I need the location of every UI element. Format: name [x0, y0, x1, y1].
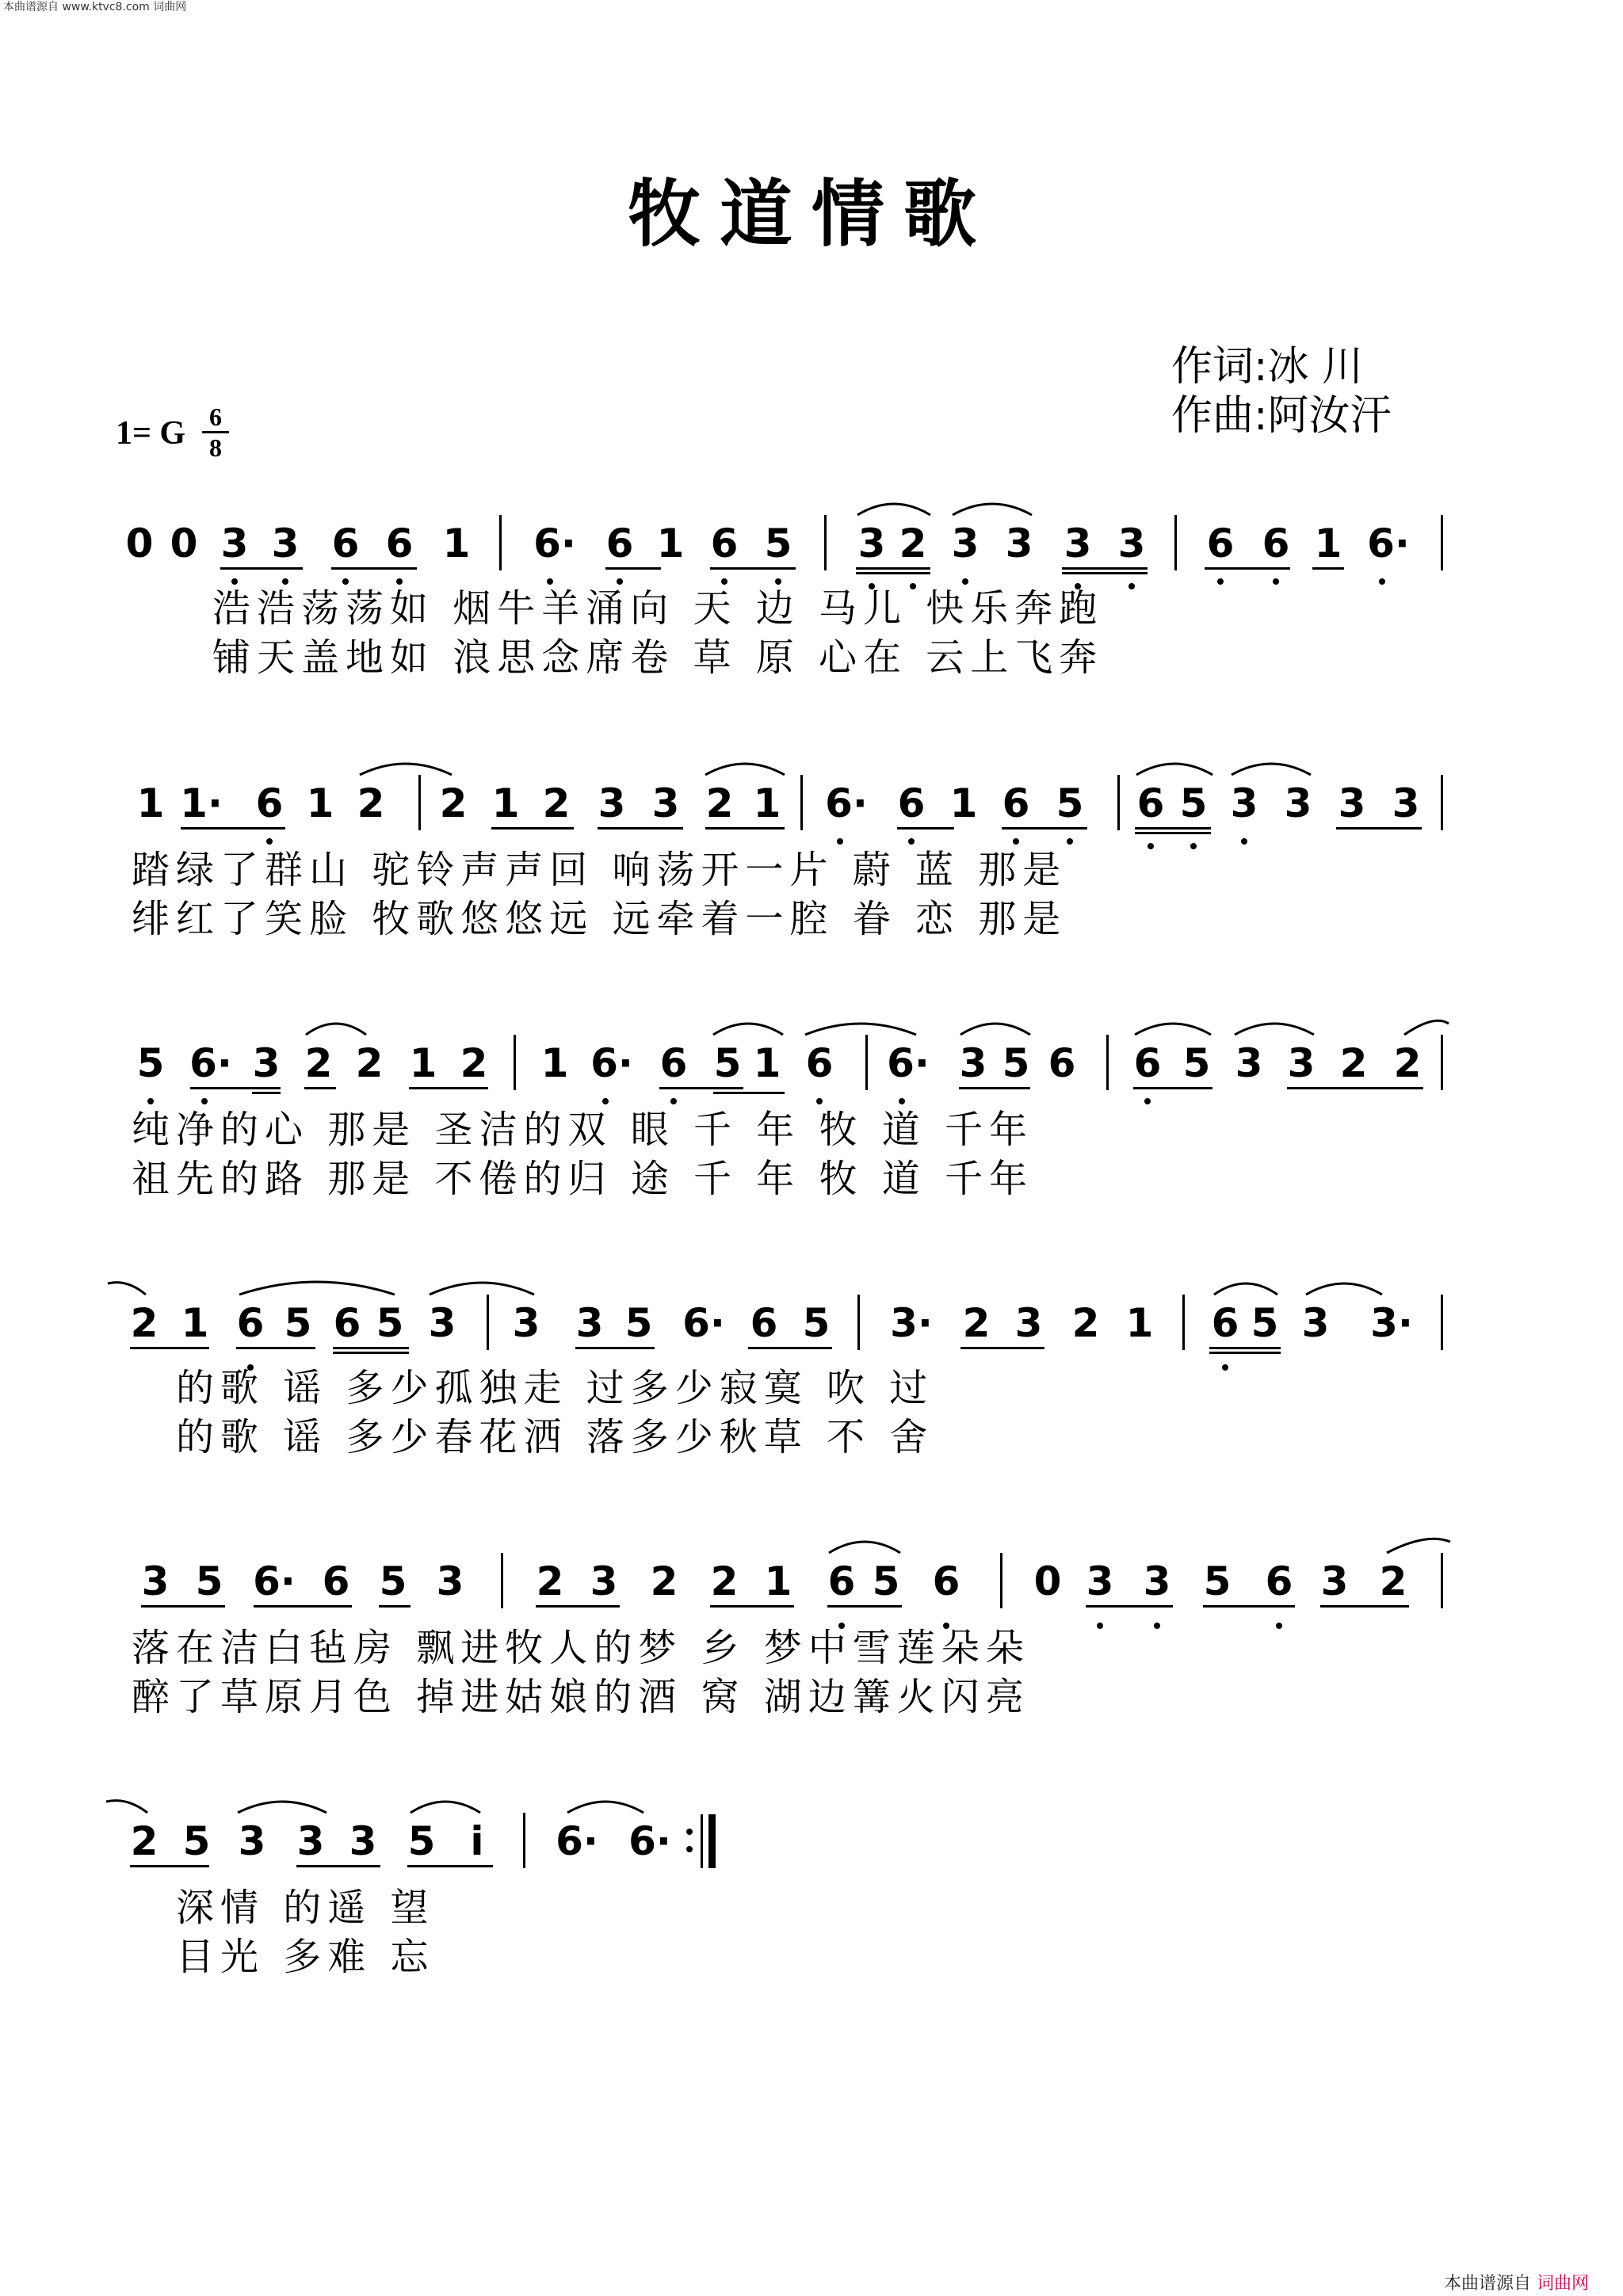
note: 6	[932, 1558, 960, 1604]
beam-underline	[705, 827, 785, 830]
octave-dot	[266, 838, 273, 845]
slur	[1403, 1017, 1450, 1036]
slur	[238, 1277, 396, 1296]
beam-underline	[1209, 1347, 1281, 1349]
beam-underline	[710, 567, 796, 570]
octave-dot	[1097, 1623, 1103, 1629]
note: 3	[1014, 1300, 1043, 1346]
beam-underline	[333, 1347, 409, 1349]
note: 3	[512, 1300, 540, 1346]
lyric-line-2: 目光 多难 忘	[176, 1935, 435, 1979]
lyricist-credit: 作词:冰 川	[1171, 343, 1364, 391]
barline	[499, 515, 502, 570]
note: 2	[710, 1558, 739, 1604]
note: 6	[322, 1558, 350, 1604]
note: 2	[542, 780, 571, 826]
note: 1·	[180, 780, 223, 826]
note: 1	[753, 780, 781, 826]
note: 2	[357, 780, 385, 826]
lyric-line-2: 绯红了笑脸 牧歌悠悠远 远牵着一腔 眷 恋 那是	[132, 897, 1067, 941]
note: 3	[436, 1558, 464, 1604]
song-title: 牧道情歌	[627, 171, 995, 257]
beam-underline	[1312, 567, 1344, 570]
note: 2	[439, 780, 468, 826]
note: 6	[1262, 521, 1290, 566]
key-signature: 1= G	[116, 415, 186, 452]
note: 3	[590, 1558, 618, 1604]
time-signature	[202, 404, 229, 460]
note: 3	[651, 780, 680, 826]
barline	[1441, 1553, 1443, 1608]
slur	[1385, 1535, 1452, 1554]
note: 6	[236, 1300, 265, 1346]
barline	[800, 775, 803, 830]
octave-dot	[147, 1098, 154, 1104]
note: 6	[1136, 780, 1165, 826]
beam-underline	[598, 827, 683, 830]
note: 6·	[590, 1040, 633, 1086]
beam-underline	[220, 567, 303, 570]
slur	[1304, 1277, 1384, 1296]
note: 3	[296, 1818, 325, 1864]
beam-underline	[713, 1092, 785, 1094]
note: 3	[141, 1558, 170, 1604]
slur	[827, 1535, 902, 1554]
octave-dot	[1154, 1623, 1160, 1629]
note: 6	[1048, 1040, 1076, 1086]
note: 6	[1265, 1558, 1293, 1604]
barline	[824, 515, 827, 570]
octave-dot	[1273, 578, 1279, 585]
barline	[501, 1553, 503, 1608]
note: 1	[656, 521, 685, 566]
note: 6	[1002, 780, 1030, 826]
beam-underline	[856, 572, 930, 574]
beam-underline	[1209, 1352, 1281, 1354]
beam-underline	[897, 827, 954, 830]
barline	[865, 1035, 868, 1090]
note: 3	[271, 521, 300, 566]
note: 3	[1143, 1558, 1171, 1604]
octave-dot	[1067, 838, 1073, 845]
beam-underline	[1086, 1605, 1173, 1608]
note: 5	[195, 1558, 223, 1604]
barline	[1106, 1035, 1109, 1090]
note: 1	[442, 521, 471, 566]
barline	[1117, 775, 1120, 830]
note: 3	[1064, 521, 1092, 566]
note: 5	[182, 1818, 211, 1864]
lyric-line-1: 的歌 谣 多少孤独走 过多少寂寞 吹 过	[176, 1366, 934, 1410]
note: 6	[331, 521, 360, 566]
note: 3	[252, 1040, 281, 1086]
note: 3	[1230, 780, 1258, 826]
beam-underline	[1062, 572, 1148, 574]
note: 3	[1117, 521, 1146, 566]
note: 1	[949, 780, 978, 826]
slur	[804, 1017, 918, 1036]
octave-dot	[342, 578, 349, 585]
note: 5	[713, 1040, 742, 1086]
note: 2	[1071, 1300, 1100, 1346]
beam-underline	[1320, 1605, 1409, 1608]
octave-dot	[201, 1098, 208, 1104]
lyric-line-1: 深情 的遥 望	[176, 1886, 435, 1930]
barline	[1000, 1553, 1002, 1608]
lyric-line-1: 落在洁白毡房 飘进牧人的梦 乡 梦中雪莲朵朵	[132, 1626, 1030, 1670]
note: 3	[959, 1040, 987, 1086]
slur	[1135, 757, 1214, 776]
bottom-watermark-site: 词曲网	[1537, 2274, 1590, 2294]
note: 6	[333, 1300, 361, 1346]
beam-underline	[1133, 1087, 1212, 1089]
octave-dot	[837, 838, 843, 845]
note: 2	[1393, 1040, 1422, 1086]
note: 5	[1056, 780, 1084, 826]
beam-underline	[1002, 827, 1087, 830]
note: 3	[598, 780, 626, 826]
slur	[1233, 1017, 1316, 1036]
slur	[566, 1795, 645, 1814]
slur	[105, 1795, 149, 1814]
octave-dot	[670, 1098, 677, 1104]
note: 3	[1235, 1040, 1263, 1086]
beam-underline	[827, 1605, 902, 1608]
beam-underline	[252, 1092, 281, 1094]
slur	[1133, 1017, 1212, 1036]
slur	[358, 757, 453, 776]
note: 1	[1125, 1300, 1154, 1346]
note: 5	[1203, 1558, 1232, 1604]
beam-underline	[190, 1087, 281, 1089]
beam-underline	[333, 1352, 409, 1354]
octave-dot	[396, 578, 403, 585]
octave-dot	[962, 578, 968, 585]
barline	[1174, 515, 1177, 570]
lyric-line-2: 醉了草原月色 掉进姑娘的酒 窝 湖边篝火闪亮	[132, 1675, 1030, 1719]
beam-underline	[1205, 567, 1290, 570]
note: 5	[1179, 780, 1208, 826]
octave-dot	[1144, 1098, 1151, 1104]
note: 5	[764, 521, 792, 566]
barline	[1441, 775, 1443, 830]
barline	[523, 1813, 525, 1868]
note: 0	[125, 521, 154, 566]
note: 3	[1005, 521, 1033, 566]
octave-dot	[547, 578, 553, 585]
note: 3·	[890, 1300, 933, 1346]
beam-underline	[296, 1865, 380, 1867]
beam-underline	[407, 1865, 493, 1867]
beam-underline	[659, 1087, 743, 1089]
beam-underline	[710, 1605, 794, 1608]
note: 2	[304, 1040, 333, 1086]
note: 6	[827, 1558, 856, 1604]
bottom-watermark-source: 本曲谱源自	[1444, 2274, 1532, 2294]
note: 6	[605, 521, 634, 566]
beam-underline	[254, 1605, 352, 1608]
note: 6	[1211, 1300, 1239, 1346]
note: 2	[1339, 1040, 1368, 1086]
slur	[1230, 757, 1312, 776]
octave-dot	[1013, 838, 1019, 845]
beam-underline	[379, 1605, 411, 1608]
lyric-line-2: 祖先的路 那是 不倦的归 途 千 年 牧 道 千年	[132, 1157, 1034, 1201]
octave-dot	[1241, 838, 1247, 845]
note: 3	[575, 1300, 604, 1346]
beam-underline	[236, 1347, 315, 1349]
end-repeat-barline	[682, 1811, 723, 1871]
beam-underline	[605, 567, 661, 570]
barline	[487, 1295, 489, 1350]
note: 2	[460, 1040, 488, 1086]
octave-dot	[721, 578, 727, 585]
octave-dot	[899, 1098, 905, 1104]
note: 5	[379, 1558, 407, 1604]
note: 2	[705, 780, 734, 826]
top-watermark: 本曲谱源自 www.ktvc8.com 词曲网	[3, 1, 187, 13]
note: 0	[1033, 1558, 1062, 1604]
beam-underline	[491, 827, 574, 830]
note: 2	[962, 1300, 991, 1346]
slur	[409, 1795, 482, 1814]
note: 5	[1182, 1040, 1211, 1086]
note: 6	[710, 521, 739, 566]
octave-dot	[231, 578, 238, 585]
note: 6·	[887, 1040, 930, 1086]
note: 3	[1301, 1300, 1330, 1346]
beam-underline	[1135, 827, 1211, 830]
note: 3	[857, 521, 886, 566]
note: 1	[306, 780, 334, 826]
barline	[1441, 1295, 1443, 1350]
note: 3	[1320, 1558, 1349, 1604]
slur	[712, 1017, 785, 1036]
note: 2	[355, 1040, 384, 1086]
barline	[418, 775, 421, 830]
note: 6·	[825, 780, 868, 826]
barline	[1441, 515, 1443, 570]
octave-dot	[602, 1098, 609, 1104]
note: 3	[1392, 780, 1420, 826]
lyric-line-1: 浩浩荡荡如 烟牛羊涌向 天 边 马儿 快乐奔跑	[212, 586, 1104, 631]
note: 5	[872, 1558, 900, 1604]
note: 5	[1002, 1040, 1030, 1086]
slur	[856, 498, 932, 517]
beam-underline	[536, 1605, 620, 1608]
note: 1	[181, 1300, 209, 1346]
beam-underline	[748, 1347, 832, 1349]
note: 2	[130, 1300, 158, 1346]
note: 6·	[1367, 521, 1410, 566]
note: 6	[1133, 1040, 1162, 1086]
composer-credit: 作曲:阿汝汗	[1171, 392, 1392, 440]
beam-underline	[575, 1347, 655, 1349]
note: 6·	[628, 1818, 671, 1864]
note: 1	[136, 780, 165, 826]
octave-dot	[1128, 583, 1135, 589]
note: 3	[951, 521, 980, 566]
note: 6·	[253, 1558, 296, 1604]
note: 6·	[682, 1300, 725, 1346]
beam-underline	[960, 1347, 1044, 1349]
octave-dot	[1148, 843, 1154, 849]
bottom-watermark	[1444, 2274, 1589, 2294]
slur	[106, 1277, 147, 1296]
note: 6	[897, 780, 926, 826]
note: 3	[238, 1818, 266, 1864]
note: 6·	[533, 521, 576, 566]
beam-underline	[1203, 1605, 1295, 1608]
barline	[1441, 1035, 1443, 1090]
note: 6·	[189, 1040, 232, 1086]
note: 6	[659, 1040, 688, 1086]
octave-dot	[282, 578, 288, 585]
note: 3·	[1370, 1300, 1413, 1346]
note: 5	[1251, 1300, 1279, 1346]
note: 5	[624, 1300, 653, 1346]
note: 2	[130, 1818, 158, 1864]
beam-underline	[1287, 1087, 1423, 1089]
octave-dot	[1217, 578, 1224, 585]
note: 2	[899, 521, 927, 566]
beam-underline	[1336, 827, 1422, 830]
octave-dot	[1190, 843, 1197, 849]
beam-underline	[130, 1865, 209, 1867]
note: 3	[220, 521, 249, 566]
barline	[1182, 1295, 1185, 1350]
note: 6·	[556, 1818, 598, 1864]
slur	[1212, 1277, 1279, 1296]
slur	[951, 498, 1033, 517]
note: 5	[376, 1300, 404, 1346]
note: 1	[540, 1040, 569, 1086]
note: 6	[750, 1300, 778, 1346]
beam-underline	[181, 827, 285, 830]
octave-dot	[1222, 1364, 1228, 1371]
note: 5	[407, 1818, 436, 1864]
note: 3	[428, 1300, 456, 1346]
octave-dot	[908, 838, 915, 845]
note: 3	[1287, 1040, 1316, 1086]
slur	[236, 1795, 328, 1814]
note: 5	[802, 1300, 831, 1346]
note: 5	[136, 1040, 165, 1086]
note: 1	[753, 1040, 781, 1086]
beam-underline	[331, 567, 417, 570]
beam-underline	[1062, 567, 1148, 570]
note: i	[470, 1818, 484, 1864]
octave-dot	[816, 1098, 823, 1104]
beam-underline	[959, 1087, 1030, 1089]
slur	[959, 1017, 1032, 1036]
note: 1	[1314, 521, 1342, 566]
barline	[857, 1295, 860, 1350]
beam-underline	[856, 567, 930, 570]
lyric-line-1: 纯净的心 那是 圣洁的双 眼 千 年 牧 道 千年	[132, 1108, 1034, 1152]
note: 3	[1086, 1558, 1114, 1604]
note: 1	[491, 780, 520, 826]
note: 1	[409, 1040, 437, 1086]
note: 0	[170, 521, 198, 566]
note: 3	[1338, 780, 1366, 826]
note: 3	[1284, 780, 1312, 826]
octave-dot	[775, 578, 781, 585]
octave-dot	[1276, 1623, 1282, 1629]
note: 2	[1379, 1558, 1407, 1604]
beam-underline	[1135, 832, 1211, 834]
slur	[704, 757, 786, 776]
beam-underline	[141, 1605, 225, 1608]
note: 3	[349, 1818, 377, 1864]
time-signature-bottom: 8	[209, 433, 222, 462]
barline	[514, 1035, 516, 1090]
note: 6	[385, 521, 414, 566]
note: 6	[805, 1040, 834, 1086]
slur	[428, 1277, 536, 1296]
note: 6	[1206, 521, 1235, 566]
time-signature-top: 6	[209, 402, 222, 431]
note: 6	[255, 780, 284, 826]
octave-dot	[617, 578, 623, 585]
lyric-line-2: 的歌 谣 多少春花洒 落多少秋草 不 舍	[176, 1415, 934, 1459]
lyric-line-1: 踏绿了群山 驼铃声声回 响荡开一片 蔚 蓝 那是	[132, 848, 1067, 892]
note: 1	[764, 1558, 792, 1604]
note: 2	[650, 1558, 678, 1604]
lyric-line-2: 铺天盖地如 浪思念席卷 草 原 心在 云上飞奔	[212, 635, 1104, 680]
octave-dot	[1379, 578, 1385, 585]
note: 2	[536, 1558, 564, 1604]
beam-underline	[130, 1347, 209, 1349]
note: 5	[284, 1300, 312, 1346]
slur	[304, 1017, 368, 1036]
beam-underline	[304, 1087, 336, 1089]
beam-underline	[409, 1087, 488, 1089]
